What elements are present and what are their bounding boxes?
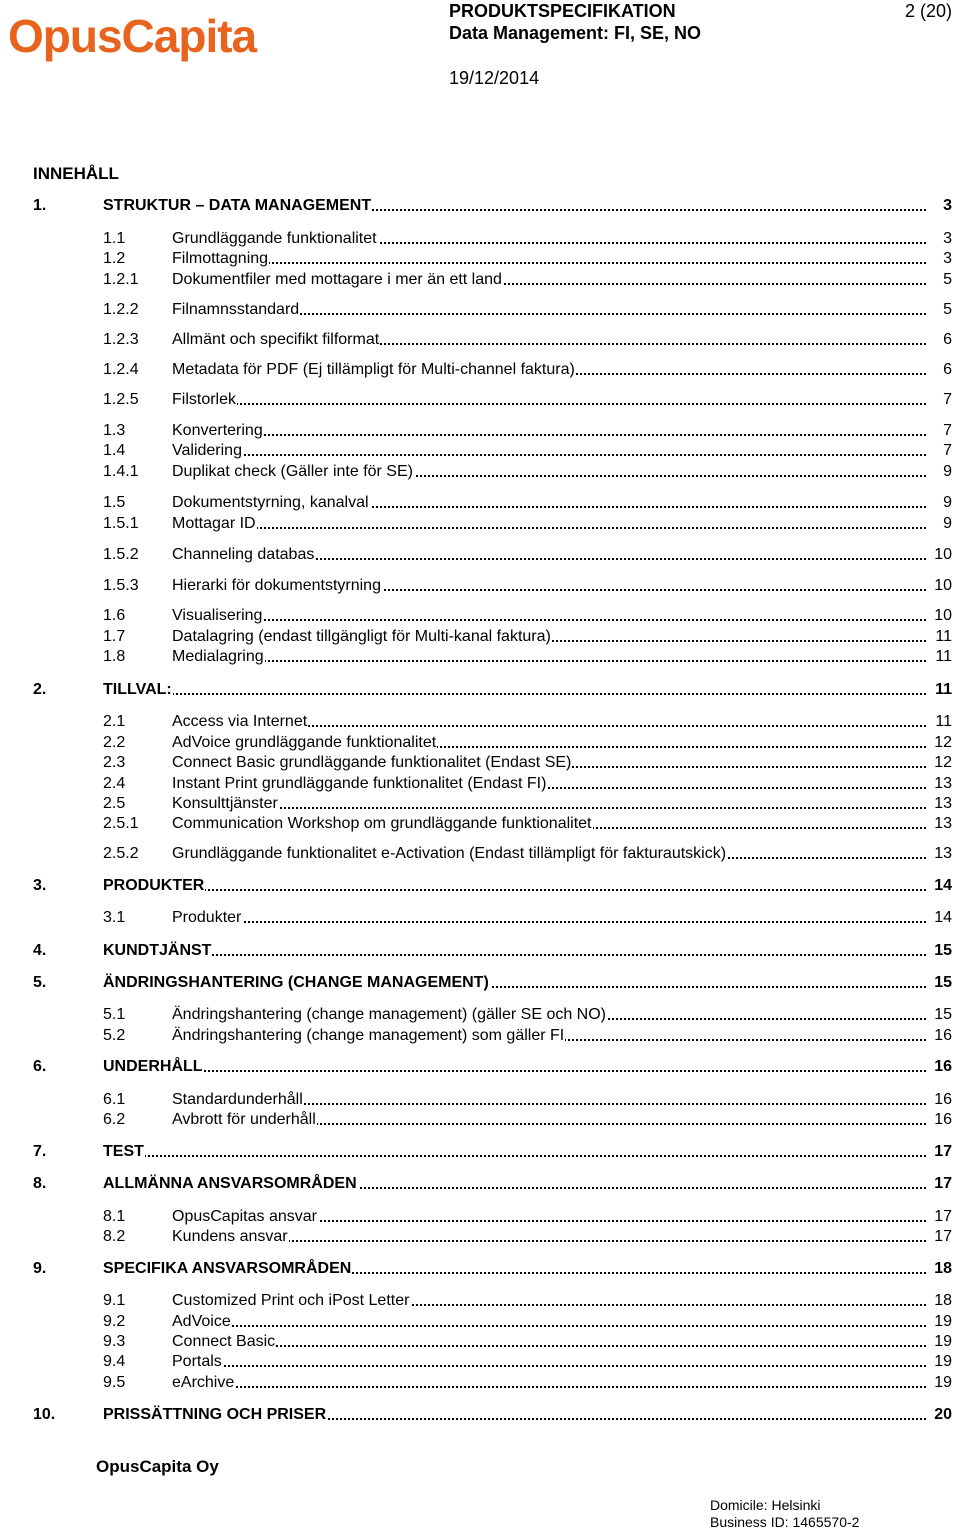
toc-entry-page: 11: [935, 628, 952, 645]
toc-entry-page: 16: [934, 1027, 952, 1044]
toc-entry-number: 9.3: [103, 1333, 126, 1350]
toc-entry-page: 9: [943, 494, 952, 511]
toc-entry[interactable]: [0, 875, 960, 896]
toc-entry[interactable]: [0, 679, 960, 700]
toc-entry-label: Portals: [172, 1353, 222, 1370]
toc-entry-page: 10: [934, 577, 952, 594]
toc-entry-leader: [172, 440, 926, 461]
toc-entry-number: 10.: [33, 1406, 56, 1423]
toc-entry[interactable]: [0, 269, 960, 290]
footer-company: OpusCapita Oy: [96, 1457, 219, 1476]
toc-entry-label: Dokumentstyrning, kanalval: [172, 494, 369, 511]
toc-entry-label: Medialagring: [172, 648, 264, 665]
toc-entry-label: AdVoice grundläggande funktionalitet: [172, 734, 437, 751]
toc-entry[interactable]: [0, 461, 960, 482]
toc-entry-number: 3.1: [103, 909, 126, 926]
toc-entry[interactable]: [0, 195, 960, 216]
toc-entry-label: ÄNDRINGSHANTERING (CHANGE MANAGEMENT): [103, 974, 489, 991]
toc-entry-number: 6.: [33, 1058, 47, 1075]
toc-entry[interactable]: [0, 1351, 960, 1372]
toc-entry-leader: [172, 420, 926, 441]
toc-entry-number: 9.: [33, 1260, 47, 1277]
toc-entry[interactable]: [0, 1141, 960, 1162]
toc-entry-number: 1.6: [103, 607, 126, 624]
toc-entry-label: Connect Basic: [172, 1333, 276, 1350]
toc-entry-number: 1.8: [103, 648, 126, 665]
toc-entry-label: Produkter: [172, 909, 242, 926]
page-number: 2 (20): [904, 1, 952, 21]
toc-entry-page: 3: [943, 230, 952, 247]
toc-entry[interactable]: [0, 972, 960, 993]
toc-entry-label: Validering: [172, 442, 242, 459]
toc-entry-page: 14: [934, 877, 952, 894]
toc-entry-leader: [172, 228, 926, 249]
toc-entry-number: 1.2.5: [103, 391, 139, 408]
toc-entry-number: 2.1: [103, 713, 126, 730]
toc-entry-leader: [103, 1404, 926, 1425]
toc-entry-page: 19: [934, 1333, 952, 1350]
toc-entry-leader: [172, 813, 926, 834]
toc-entry[interactable]: [0, 544, 960, 565]
toc-entry-label: ALLMÄNNA ANSVARSOMRÅDEN: [103, 1175, 357, 1192]
toc-entry-label: Ändringshantering (change management) (gäller SE och NO): [172, 1006, 607, 1023]
toc-entry-leader: [103, 940, 926, 961]
footer-business-id: Business ID: 1465570-2: [710, 1514, 860, 1530]
toc-entry-label: OpusCapitas ansvar: [172, 1208, 317, 1225]
toc-entry-page: 14: [934, 909, 952, 926]
toc-entry-page: 3: [943, 197, 952, 214]
toc-entry-page: 7: [943, 422, 952, 439]
toc-entry-label: Metadata för PDF (Ej tillämpligt för Multi-channel faktura): [172, 361, 575, 378]
toc-entry-number: 3.: [33, 877, 47, 894]
toc-entry-page: 3: [943, 250, 952, 267]
toc-entry-page: 13: [934, 845, 952, 862]
toc-entry-page: 18: [934, 1260, 952, 1277]
toc-entry-leader: [172, 711, 926, 732]
toc-entry[interactable]: [0, 1089, 960, 1110]
toc-entry-label: Duplikat check (Gäller inte för SE): [172, 463, 413, 480]
toc-entry-label: eArchive: [172, 1374, 235, 1391]
toc-entry[interactable]: [0, 513, 960, 534]
toc-entry-page: 16: [934, 1091, 952, 1108]
toc-entry-leader: [172, 843, 926, 864]
toc-entry-label: Kundens ansvar: [172, 1228, 288, 1245]
toc-entry-page: 7: [943, 442, 952, 459]
toc-entry-page: 17: [934, 1228, 952, 1245]
toc-entry[interactable]: [0, 773, 960, 794]
toc-entry-page: 5: [943, 301, 952, 318]
toc-entry-number: 2.: [33, 681, 47, 698]
toc-entry-number: 1.5: [103, 494, 126, 511]
toc-entry-page: 13: [934, 775, 952, 792]
toc-entry[interactable]: [0, 1025, 960, 1046]
toc-entry-label: TILLVAL:: [103, 681, 172, 698]
toc-entry-label: Avbrott för underhåll: [172, 1111, 316, 1128]
toc-entry-label: Mottagar ID: [172, 515, 256, 532]
toc-entry-page: 12: [934, 754, 952, 771]
toc-entry[interactable]: [0, 843, 960, 864]
toc-entry[interactable]: [0, 940, 960, 961]
toc-entry-number: 6.2: [103, 1111, 126, 1128]
toc-entry[interactable]: [0, 1311, 960, 1332]
toc-entry-page: 19: [934, 1353, 952, 1370]
toc-entry-label: SPECIFIKA ANSVARSOMRÅDEN: [103, 1260, 352, 1277]
toc-entry[interactable]: [0, 1173, 960, 1194]
toc-entry-page: 11: [935, 681, 952, 698]
toc-entry-leader: [172, 1109, 926, 1130]
toc-entry-label: PRODUKTER: [103, 877, 205, 894]
toc-entry-leader: [172, 1351, 926, 1372]
toc-entry-page: 6: [943, 331, 952, 348]
toc-entry-leader: [172, 1206, 926, 1227]
document-title: PRODUKTSPECIFIKATION: [449, 1, 676, 21]
toc-entry-leader: [103, 1258, 926, 1279]
toc-entry-number: 9.5: [103, 1374, 126, 1391]
toc-entry-label: Konvertering: [172, 422, 263, 439]
toc-entry-leader: [103, 679, 926, 700]
toc-entry-number: 9.4: [103, 1353, 126, 1370]
toc-entry-page: 12: [934, 734, 952, 751]
toc-entry-label: Standardunderhåll: [172, 1091, 303, 1108]
toc-entry-number: 5.: [33, 974, 47, 991]
toc-entry-number: 1.5.3: [103, 577, 139, 594]
toc-entry-page: 5: [943, 271, 952, 288]
toc-entry-leader: [172, 1311, 926, 1332]
toc-entry[interactable]: [0, 575, 960, 596]
toc-entry-number: 1.2.3: [103, 331, 139, 348]
toc-entry-label: Konsulttjänster: [172, 795, 278, 812]
toc-entry-number: 1.7: [103, 628, 126, 645]
toc-entry-page: 17: [934, 1208, 952, 1225]
toc-entry-number: 1.4: [103, 442, 126, 459]
toc-entry-number: 1.4.1: [103, 463, 139, 480]
toc-entry[interactable]: [0, 248, 960, 269]
toc-entry-leader: [172, 1331, 926, 1352]
toc-entry-leader: [172, 773, 926, 794]
document-subtitle: Data Management: FI, SE, NO: [449, 23, 702, 43]
toc-entry-label: Dokumentfiler med mottagare i mer än ett land: [172, 271, 502, 288]
toc-entry-number: 1.1: [103, 230, 126, 247]
toc-entry-leader: [172, 1004, 926, 1025]
toc-entry-leader: [172, 605, 926, 626]
toc-entry[interactable]: [0, 1372, 960, 1393]
toc-entry[interactable]: [0, 492, 960, 513]
toc-entry-leader: [172, 1226, 926, 1247]
toc-entry-number: 1.2: [103, 250, 126, 267]
toc-entry[interactable]: [0, 359, 960, 380]
toc-entry[interactable]: [0, 605, 960, 626]
toc-entry-number: 8.1: [103, 1208, 126, 1225]
toc-entry-number: 8.2: [103, 1228, 126, 1245]
toc-entry-page: 7: [943, 391, 952, 408]
toc-entry-leader: [103, 875, 926, 896]
toc-entry-leader: [172, 732, 926, 753]
toc-entry-number: 6.1: [103, 1091, 126, 1108]
toc-entry-leader: [172, 1372, 926, 1393]
svg-text:OpusCapita: OpusCapita: [8, 10, 257, 62]
toc-entry-number: 5.2: [103, 1027, 126, 1044]
toc-entry-leader: [172, 359, 926, 380]
toc-entry[interactable]: [0, 626, 960, 647]
document-date: 19/12/2014: [449, 68, 540, 88]
toc-entry-label: Allmänt och specifikt filformat: [172, 331, 380, 348]
toc-entry-number: 1.5.2: [103, 546, 139, 563]
toc-entry-page: 18: [934, 1292, 952, 1309]
toc-entry-leader: [172, 544, 926, 565]
toc-entry-leader: [172, 513, 926, 534]
toc-entry[interactable]: [0, 1206, 960, 1227]
toc-entry-label: UNDERHÅLL: [103, 1058, 203, 1075]
toc-entry-leader: [103, 195, 926, 216]
toc-entry-number: 2.4: [103, 775, 126, 792]
toc-entry-number: 9.1: [103, 1292, 126, 1309]
toc-entry-leader: [103, 972, 926, 993]
toc-entry-number: 2.3: [103, 754, 126, 771]
toc-entry-number: 2.5: [103, 795, 126, 812]
toc-entry-leader: [172, 492, 926, 513]
toc-entry-page: 17: [934, 1143, 952, 1160]
toc-entry-page: 20: [934, 1406, 952, 1423]
toc-entry-page: 17: [934, 1175, 952, 1192]
toc-entry-number: 4.: [33, 942, 47, 959]
toc-entry-page: 16: [934, 1111, 952, 1128]
toc-entry-page: 19: [934, 1374, 952, 1391]
toc-entry-label: Filnamnsstandard: [172, 301, 300, 318]
toc-entry-leader: [172, 907, 926, 928]
toc-entry-label: Visualisering: [172, 607, 263, 624]
toc-entry-page: 9: [943, 515, 952, 532]
toc-entry-label: KUNDTJÄNST: [103, 942, 212, 959]
toc-entry-leader: [172, 269, 926, 290]
toc-entry-page: 13: [934, 815, 952, 832]
toc-entry-label: Instant Print grundläggande funktionalitet (Endast FI): [172, 775, 547, 792]
toc-entry-leader: [172, 1025, 926, 1046]
toc-entry-page: 6: [943, 361, 952, 378]
toc-entry-page: 11: [935, 648, 952, 665]
toc-entry-label: Customized Print och iPost Letter: [172, 1292, 410, 1309]
toc-entry[interactable]: [0, 420, 960, 441]
toc-entry[interactable]: [0, 1109, 960, 1130]
toc-entry-page: 11: [935, 713, 952, 730]
toc-entry[interactable]: [0, 711, 960, 732]
toc-entry-number: 2.5.2: [103, 845, 139, 862]
toc-entry-label: Access via Internet: [172, 713, 308, 730]
toc-entry-page: 10: [934, 546, 952, 563]
toc-entry[interactable]: [0, 440, 960, 461]
toc-entry-label: Hierarki för dokumentstyrning: [172, 577, 381, 594]
toc-entry[interactable]: [0, 1004, 960, 1025]
toc-entry[interactable]: [0, 299, 960, 320]
toc-entry-page: 16: [934, 1058, 952, 1075]
toc-entry-number: 1.2.4: [103, 361, 139, 378]
toc-entry-number: 2.2: [103, 734, 126, 751]
toc-heading: INNEHÅLL: [33, 164, 119, 183]
toc-entry-number: 8.: [33, 1175, 47, 1192]
toc-entry[interactable]: [0, 1404, 960, 1425]
toc-entry-label: Datalagring (endast tillgängligt för Multi-kanal faktura): [172, 628, 551, 645]
toc-entry-label: PRISSÄTTNING OCH PRISER: [103, 1406, 327, 1423]
toc-entry[interactable]: [0, 813, 960, 834]
toc-entry-number: 1.: [33, 197, 47, 214]
toc-entry-label: Ändringshantering (change management) som gäller FI: [172, 1027, 565, 1044]
toc-entry[interactable]: [0, 907, 960, 928]
toc-entry-label: STRUKTUR – DATA MANAGEMENT: [103, 197, 372, 214]
toc-entry-label: TEST: [103, 1143, 144, 1160]
toc-entry-label: AdVoice: [172, 1313, 231, 1330]
toc-entry-leader: [172, 575, 926, 596]
toc-entry-leader: [172, 461, 926, 482]
toc-entry-label: Grundläggande funktionalitet e-Activation (Endast tillämpligt för fakturautskick): [172, 845, 727, 862]
toc-entry-label: Channeling databas: [172, 546, 315, 563]
toc-entry-page: 15: [934, 974, 952, 991]
toc-entry-number: 1.2.1: [103, 271, 139, 288]
toc-entry[interactable]: [0, 752, 960, 773]
toc-entry[interactable]: [0, 329, 960, 350]
toc-entry-number: 1.5.1: [103, 515, 139, 532]
toc-entry-leader: [103, 1173, 926, 1194]
toc-entry-number: 7.: [33, 1143, 47, 1160]
toc-entry-leader: [172, 752, 926, 773]
toc-entry-page: 15: [934, 942, 952, 959]
toc-entry-label: Filmottagning: [172, 250, 269, 267]
toc-entry[interactable]: [0, 1290, 960, 1311]
toc-entry-leader: [172, 248, 926, 269]
toc-entry-label: Connect Basic grundläggande funktionalitet (Endast SE): [172, 754, 572, 771]
toc-entry-label: Grundläggande funktionalitet: [172, 230, 377, 247]
toc-entry-label: Filstorlek: [172, 391, 237, 408]
toc-entry[interactable]: [0, 228, 960, 249]
toc-entry-number: 5.1: [103, 1006, 126, 1023]
toc-entry-number: 2.5.1: [103, 815, 139, 832]
toc-entry[interactable]: [0, 1258, 960, 1279]
toc-entry-page: 9: [943, 463, 952, 480]
toc-entry-leader: [172, 299, 926, 320]
toc-entry-number: 9.2: [103, 1313, 126, 1330]
toc-entry-page: 19: [934, 1313, 952, 1330]
toc-entry-leader: [103, 1056, 926, 1077]
toc-entry[interactable]: [0, 1226, 960, 1247]
toc-entry-leader: [172, 1290, 926, 1311]
toc-entry-page: 13: [934, 795, 952, 812]
toc-entry-leader: [172, 329, 926, 350]
toc-entry[interactable]: [0, 732, 960, 753]
toc-entry-leader: [172, 646, 926, 667]
toc-entry[interactable]: [0, 793, 960, 814]
toc-entry-leader: [103, 1141, 926, 1162]
toc-entry[interactable]: [0, 646, 960, 667]
toc-entry-leader: [172, 793, 926, 814]
toc-entry-number: 1.2.2: [103, 301, 139, 318]
footer-domicile: Domicile: Helsinki: [710, 1497, 821, 1513]
toc-entry-number: 1.3: [103, 422, 126, 439]
toc-entry-leader: [172, 626, 926, 647]
toc-entry-leader: [172, 1089, 926, 1110]
toc-entry[interactable]: [0, 1331, 960, 1352]
toc-entry-page: 10: [934, 607, 952, 624]
toc-entry-page: 15: [934, 1006, 952, 1023]
toc-entry-leader: [172, 389, 926, 410]
toc-entry[interactable]: [0, 1056, 960, 1077]
toc-entry-label: Communication Workshop om grundläggande funktionalitet: [172, 815, 592, 832]
toc-entry[interactable]: [0, 389, 960, 410]
